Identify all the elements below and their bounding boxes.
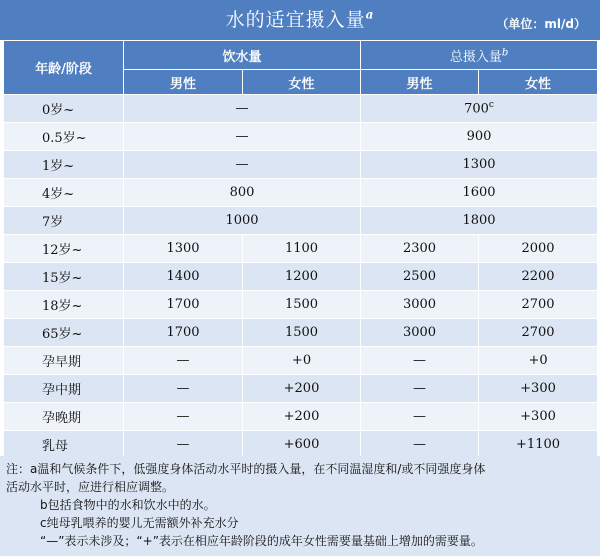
table-row: [4, 375, 598, 403]
total-male-cell: 2500: [361, 263, 479, 291]
age-cell: 1岁~: [4, 151, 124, 179]
age-cell: 孕中期: [4, 375, 124, 403]
note-line: c纯母乳喂养的婴儿无需额外补充水分: [40, 516, 239, 530]
total-cell: 700$^c$: [361, 95, 598, 123]
drink-male-cell: —: [124, 431, 243, 459]
total-female-cell: 2700: [479, 291, 598, 319]
title-note-mark: a: [365, 7, 375, 22]
header-drink-female: 女性: [243, 70, 361, 95]
note-line: “—”表示未涉及；“+”表示在相应年龄阶段的成年女性需要量基础上增加的需要量。: [40, 534, 483, 548]
note-line: 活动水平时，应进行相应调整。: [6, 480, 175, 494]
table-row: [4, 207, 598, 235]
drink-female-cell: +0: [243, 347, 361, 375]
drink-male-cell: 1700: [124, 291, 243, 319]
total-male-cell: —: [361, 403, 479, 431]
table-title: 水的适宜摄入量$^a$: [225, 7, 375, 31]
age-cell: 孕早期: [4, 347, 124, 375]
table-row: [4, 123, 598, 151]
total-male-cell: 3000: [361, 291, 479, 319]
total-male-cell: —: [361, 347, 479, 375]
drink-cell: 800: [124, 179, 361, 207]
drink-male-cell: —: [124, 347, 243, 375]
total-female-cell: +300: [479, 403, 598, 431]
header-total-female: 女性: [479, 70, 598, 95]
age-cell: 孕晚期: [4, 403, 124, 431]
age-cell: 乳母: [4, 431, 124, 459]
header-drink: 饮水量: [124, 41, 361, 70]
total-female-cell: 2200: [479, 263, 598, 291]
drink-female-cell: +200: [243, 375, 361, 403]
notes-section: [0, 456, 600, 556]
header-total: 总摄入量$^b$: [361, 41, 598, 70]
total-male-cell: —: [361, 375, 479, 403]
drink-cell: 1000: [124, 207, 361, 235]
drink-male-cell: 1400: [124, 263, 243, 291]
total-female-cell: 2700: [479, 319, 598, 347]
table-row: [4, 95, 598, 123]
title-bar: [0, 0, 600, 40]
note-line: 注：a温和气候条件下，低强度身体活动水平时的摄入量，在不同温湿度和/或不同强度身体: [6, 462, 486, 476]
table-row: [4, 179, 598, 207]
note-line: b包括食物中的水和饮水中的水。: [40, 498, 216, 512]
age-cell: 12岁~: [4, 235, 124, 263]
age-cell: 7岁: [4, 207, 124, 235]
total-cell: 1600: [361, 179, 598, 207]
table-row: [4, 235, 598, 263]
table-row: [4, 431, 598, 459]
drink-female-cell: 1100: [243, 235, 361, 263]
unit-label: （单位：ml/d）: [496, 17, 586, 31]
age-cell: 18岁~: [4, 291, 124, 319]
table-row: [4, 151, 598, 179]
drink-male-cell: —: [124, 403, 243, 431]
header-drink-male: 男性: [124, 70, 243, 95]
total-male-cell: —: [361, 431, 479, 459]
table-row: [4, 403, 598, 431]
drink-cell: —: [124, 95, 361, 123]
total-male-cell: 3000: [361, 319, 479, 347]
drink-male-cell: 1700: [124, 319, 243, 347]
total-cell: 900: [361, 123, 598, 151]
total-female-cell: +0: [479, 347, 598, 375]
drink-female-cell: 1200: [243, 263, 361, 291]
table-row: [4, 291, 598, 319]
drink-female-cell: +600: [243, 431, 361, 459]
header-total-male: 男性: [361, 70, 479, 95]
intake-table: [3, 40, 598, 459]
total-female-cell: 2000: [479, 235, 598, 263]
total-cell: 1800: [361, 207, 598, 235]
drink-female-cell: +200: [243, 403, 361, 431]
total-female-cell: +300: [479, 375, 598, 403]
drink-female-cell: 1500: [243, 291, 361, 319]
total-female-cell: +1100: [479, 431, 598, 459]
age-cell: 15岁~: [4, 263, 124, 291]
drink-male-cell: 1300: [124, 235, 243, 263]
drink-cell: —: [124, 151, 361, 179]
age-cell: 4岁~: [4, 179, 124, 207]
total-cell: 1300: [361, 151, 598, 179]
drink-cell: —: [124, 123, 361, 151]
total-male-cell: 2300: [361, 235, 479, 263]
age-cell: 65岁~: [4, 319, 124, 347]
table-row: [4, 263, 598, 291]
age-cell: 0.5岁~: [4, 123, 124, 151]
header-age: 年龄/阶段: [4, 41, 124, 95]
table-row: [4, 319, 598, 347]
drink-male-cell: —: [124, 375, 243, 403]
age-cell: 0岁~: [4, 95, 124, 123]
table-row: [4, 347, 598, 375]
drink-female-cell: 1500: [243, 319, 361, 347]
